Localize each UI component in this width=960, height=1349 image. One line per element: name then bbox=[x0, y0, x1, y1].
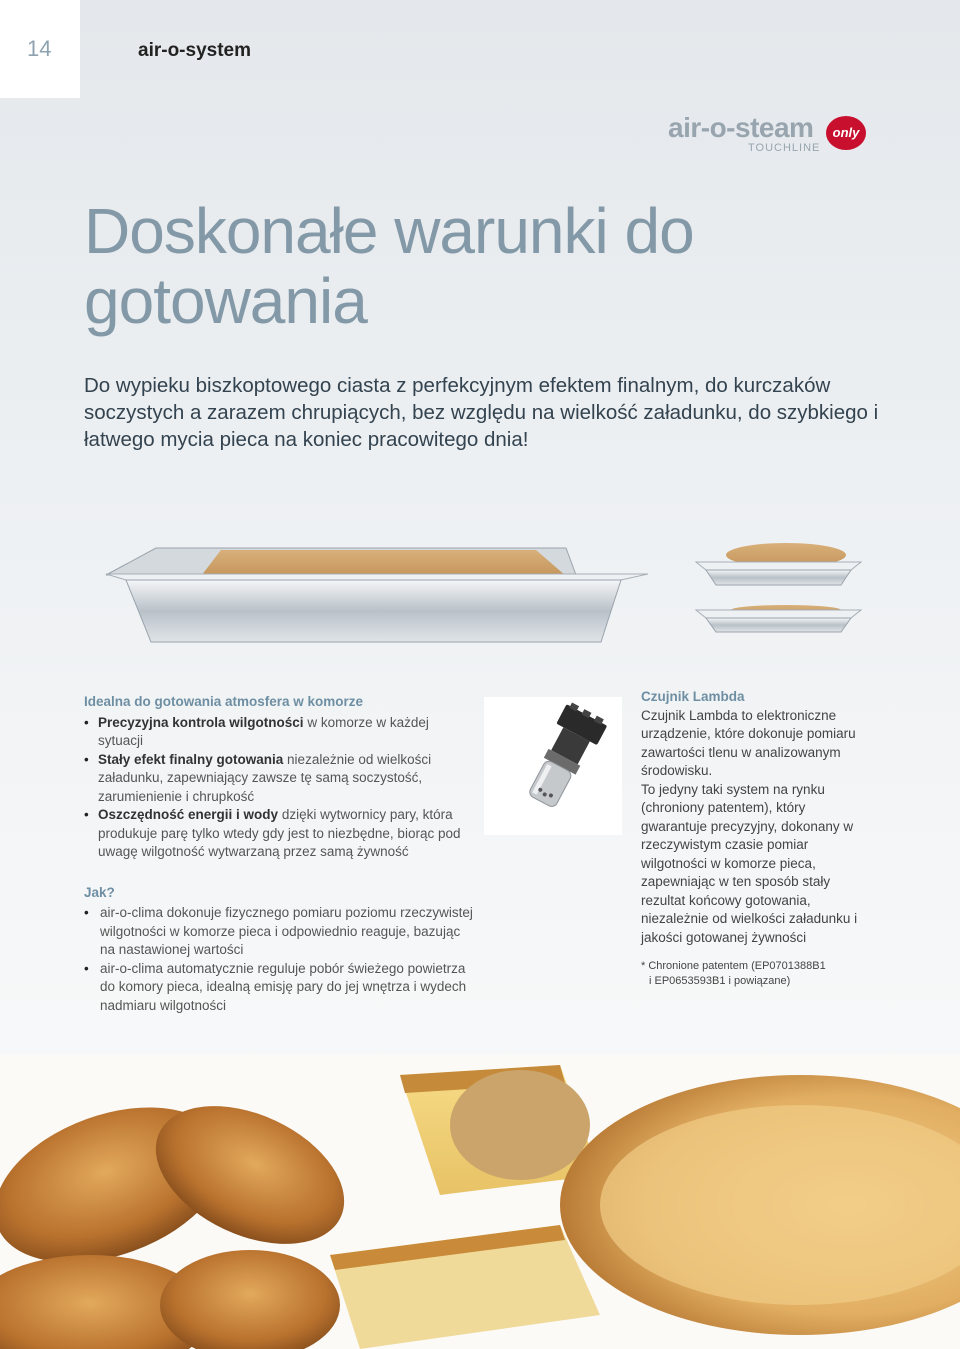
large-tray bbox=[106, 548, 648, 642]
item-bold: Precyzyjna kontrola wilgotności bbox=[98, 714, 304, 730]
patent-note-line-1: * Chronione patentem (EP0701388B1 bbox=[641, 960, 826, 972]
item-bold: Stały efekt finalny gotowania bbox=[98, 751, 284, 767]
list-item: • air-o-clima dokonuje fizycznego pomiaru poziomu rzeczywistej wilgotności w komorze pieca i odpowiednio reaguje, bazując na nastawionej wartości bbox=[84, 904, 474, 960]
how-list bbox=[84, 904, 474, 1015]
brand-name: air-o-steam bbox=[668, 112, 814, 143]
features-column bbox=[84, 693, 474, 1015]
item-text: w komorze w każdej sytuacji bbox=[98, 714, 429, 748]
lambda-sensor-image bbox=[484, 697, 622, 835]
lambda-column bbox=[641, 688, 871, 989]
list-item bbox=[84, 751, 474, 807]
item-text: niezależnie od wielkości załadunku, zapewniający zawsze tę samą soczystość, zarumienienie i chrupkość bbox=[98, 751, 432, 804]
page-number: 14 bbox=[27, 36, 52, 61]
item-bold: Oszczędność energii i wody bbox=[98, 807, 279, 822]
patent-note bbox=[641, 959, 871, 989]
pastries-photo bbox=[0, 1055, 960, 1349]
lambda-heading: Czujnik Lambda bbox=[641, 689, 745, 704]
page-number-box bbox=[0, 0, 80, 98]
small-tray-top bbox=[696, 543, 861, 585]
lead-paragraph: Do wypieku biszkoptowego ciasta z perfekcyjnym efektem finalnym, do kurczaków soczystych a zarazem chrupiących, bez względu na wielkość załadunku, do szybkiego i łatwego mycia pieca na koniec pracowitego dnia! bbox=[84, 374, 879, 451]
features-list bbox=[84, 714, 474, 862]
item-text: dzięki wytwornicy pary, która produkuje parę tylko wtedy gdy jest to niezbędne, biorąc pod uwagę wilgotność wytwarzaną przez samą żywność bbox=[98, 807, 461, 859]
list-item bbox=[84, 714, 474, 751]
baking-trays-image bbox=[96, 530, 876, 670]
list-item: • air-o-clima automatycznie reguluje pobór świeżego powietrza do komory pieca, idealną emisję pary do jej wnętrza i wydech nadmiaru wilgotności bbox=[84, 960, 474, 1016]
brand-logo bbox=[668, 112, 868, 162]
lambda-paragraph-2: To jedyny taki system na rynku (chroniony patentem), który gwarantuje precyzyjny, dokonany w rzeczywistym czasie pomiar wilgotności w komorze pieca, zapewniając w ten sposób stały rezultat końcowy gotowania, niezależnie od wielkości załadunku i jakości gotowanej żywności bbox=[641, 781, 858, 945]
brand-badge: only bbox=[826, 116, 866, 150]
section-title: air-o-system bbox=[138, 40, 251, 61]
small-tray-bottom bbox=[696, 605, 861, 632]
how-heading: Jak? bbox=[84, 884, 115, 900]
page-title: Doskonałe warunki do gotowania bbox=[84, 195, 694, 337]
brand-sub: TOUCHLINE bbox=[748, 142, 821, 154]
list-item bbox=[84, 806, 474, 862]
patent-note-line-2: i EP0653593B1 i powiązane) bbox=[649, 975, 791, 987]
features-heading: Idealna do gotowania atmosfera w komorze bbox=[84, 694, 364, 709]
lambda-paragraph-1: Czujnik Lambda to elektroniczne urządzenie, które dokonuje pomiaru zawartości tlenu w analizowanym środowisku. bbox=[641, 707, 856, 778]
